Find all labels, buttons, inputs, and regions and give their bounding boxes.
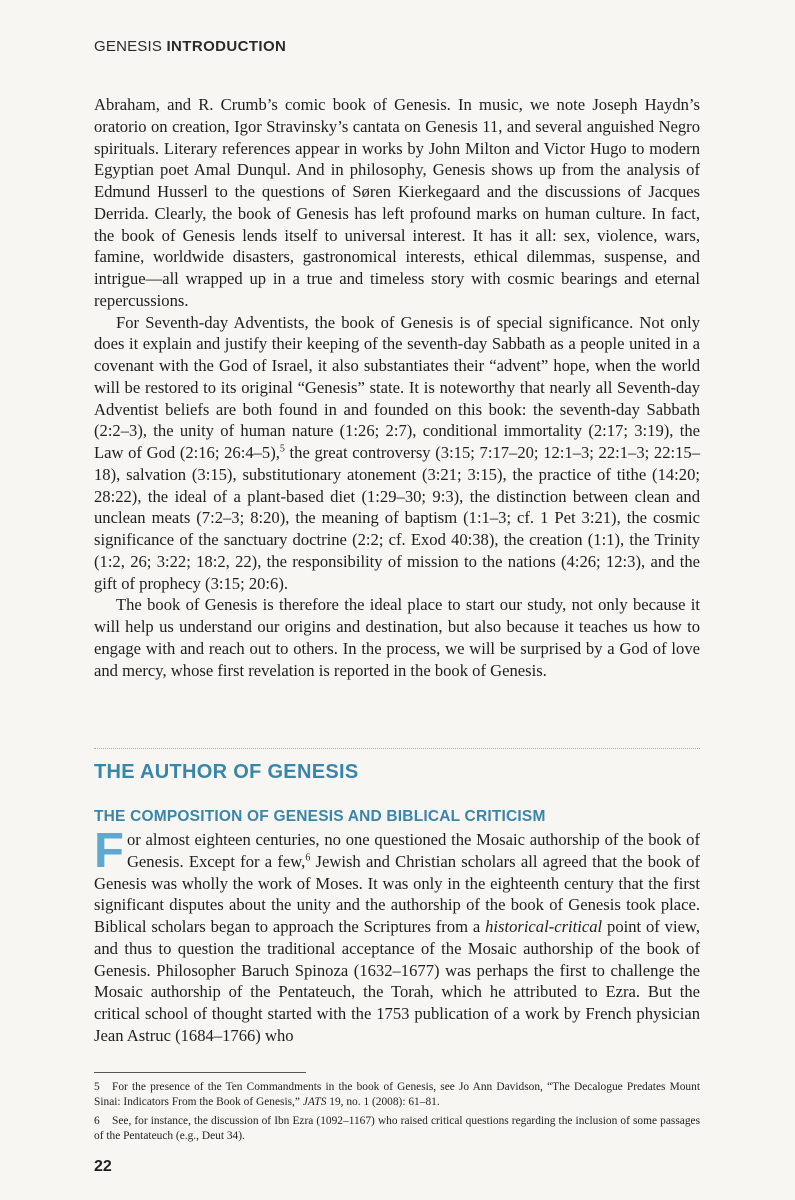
footnote-6-text: See, for instance, the discussion of Ibn Ezra (1092–1167) who raised critical questions regarding the inclusion of some passages of the Pentateuch (e.g., Deut 34). <box>94 1115 700 1142</box>
footnote-6 <box>94 1114 700 1143</box>
intro-paragraph-2-part-a: For Seventh-day Adventists, the book of Genesis is of special significance. Not only does it explain and justify their keeping of the seventh-day Sabbath as a people united in a covenant with the God of Israel, it also substantiates their “advent” hope, when the world will be restored to its original “Genesis” state. It is noteworthy that nearly all Seventh-day Adventist beliefs are both found in and founded on this book: the seventh-day Sabbath (2:2–3), the unity of human nature (1:26; 2:7), conditional immortality (2:17; 3:19), the Law of God (2:16; 26:4–5), <box>94 312 700 462</box>
section-paragraph-1-part-c: point of view, and thus to question the traditional acceptance of the Mosaic authorship of the book of Genesis. Philosopher Baruch Spinoza (1632–1677) was perhaps the first to challenge the Mosaic authorship of the Pentateuch, the Torah, which he attributed to Ezra. But the critical school of thought started with the 1753 publication of a work by French physician Jean Astruc (1684–1766) who <box>94 917 700 1045</box>
running-head <box>94 38 286 55</box>
running-head-section: INTRODUCTION <box>166 38 287 55</box>
intro-paragraph-2-part-b: the great controversy (3:15; 7:17–20; 12:1–3; 22:1–3; 22:15–18), salvation (3:15), substitutionary atonement (3:21; 3:15), the practice of tithe (14:20; 28:22), the ideal of a plant-based diet (1:29–30; 9:3), the distinction between clean and unclean meats (7:2–3; 8:20), the meaning of baptism (1:1–3; cf. 1 Pet 3:21), the cosmic significance of the sanctuary doctrine (2:2; cf. Exod 40:38), the creation (1:1), the Trinity (1:2, 26; 3:22; 18:2, 22), the responsibility of mission to the nations (4:26; 12:3), and the gift of prophecy (3:15; 20:6). <box>94 443 700 593</box>
section-divider <box>94 748 700 749</box>
footnote-number: 5 <box>94 1081 100 1093</box>
footnote-5-text-a: For the presence of the Ten Commandments in the book of Genesis, see Jo Ann Davidson, “The Decalogue Predates Mount Sinai: Indicators From the Book of Genesis,” <box>94 1081 700 1108</box>
intro-paragraph-3: The book of Genesis is therefore the ideal place to start our study, not only because it will help us understand our origins and destination, but also because it teaches us how to engage with and reach out to others. In the process, we will be surprised by a God of love and mercy, whose first revelation is reported in the book of Genesis. <box>94 595 700 680</box>
drop-cap: F <box>94 824 124 878</box>
section-heading: THE AUTHOR OF GENESIS <box>94 761 359 783</box>
footnote-ref-5[interactable]: 5 <box>279 443 285 455</box>
emphasis-historical-critical: historical-critical <box>485 917 603 936</box>
footnotes <box>94 1080 700 1148</box>
intro-paragraph-1: Abraham, and R. Crumb’s comic book of Genesis. In music, we note Joseph Haydn’s oratorio on creation, Igor Stravinsky’s cantata on Genesis 11, and several anguished Negro spirituals. Literary references appear in works by John Milton and Victor Hugo to modern Egyptian poet Amal Dunqul. And in philosophy, Genesis shows up from the analysis of Edmund Husserl to the questions of Søren Kierkegaard and the discussions of Jacques Derrida. Clearly, the book of Genesis has left profound marks on human culture. In fact, the book of Genesis lends itself to universal interest. It has it all: sex, violence, wars, famine, worldwide disasters, gastronomical interests, ethical dilemmas, suspense, and intrigue—all wrapped up in a true and timeless story with cosmic bearings and eternal repercussions. <box>94 95 700 310</box>
footnote-ref-6[interactable]: 6 <box>305 852 311 864</box>
intro-paragraph-2 <box>94 312 700 595</box>
footnote-number: 6 <box>94 1115 100 1127</box>
running-head-book: GENESIS <box>94 38 163 55</box>
footnote-5 <box>94 1080 700 1109</box>
section-paragraph-1-part-b: Jewish and Christian scholars all agreed that the book of Genesis was wholly the work of Moses. It was only in the eighteenth century that the first significant disputes about the unity and the authorship of the book of Genesis took place. Biblical scholars began to approach the Scriptures from a <box>94 851 701 936</box>
page-number: 22 <box>94 1158 112 1175</box>
section-text <box>94 824 701 1047</box>
section-subheading: THE COMPOSITION OF GENESIS AND BIBLICAL CRITICISM <box>94 808 546 825</box>
footnote-5-text-b: 19, no. 1 (2008): 61–81. <box>326 1095 440 1108</box>
section-paragraph-1-part-a: or almost eighteen centuries, no one questioned the Mosaic authorship of the book of Genesis. Except for a few, <box>126 830 700 871</box>
footnote-5-journal: JATS <box>302 1095 327 1108</box>
footnote-rule <box>94 1072 306 1073</box>
intro-text <box>94 94 700 681</box>
section-paragraph-1 <box>94 824 701 1047</box>
